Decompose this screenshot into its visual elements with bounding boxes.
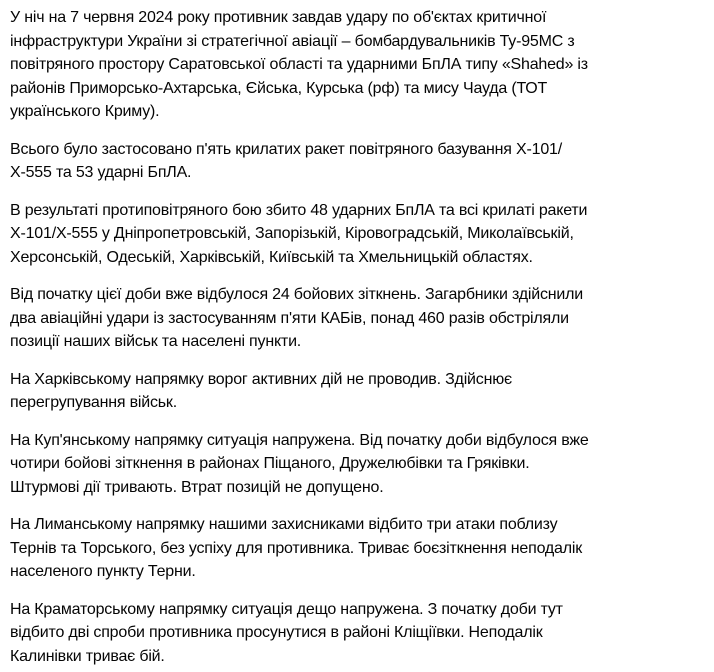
paragraph-line: чотири бойові зіткнення в районах Піщаного, Дружелюбівки та Гряківки. (10, 455, 530, 472)
paragraph-line: На Куп'янському напрямку ситуація напружена. Від початку доби відбулося вже (10, 431, 589, 449)
paragraph-line: Всього було застосовано п'ять крилатих ракет повітряного базування Х-101/ (10, 140, 562, 158)
paragraph (10, 138, 714, 185)
paragraph-line: населеного пункту Терни. (10, 563, 196, 580)
paragraph-line: інфраструктури України зі стратегічної авіації – бомбардувальників Ту-95МС з (10, 32, 575, 50)
paragraph-line: Тернів та Торського, без успіху для противника. Триває боєзіткнення неподалік (10, 539, 583, 557)
paragraph-line: перегрупування військ. (10, 394, 177, 411)
paragraph-line: Херсонській, Одеській, Харківській, Київській та Хмельницькій областях. (10, 248, 533, 266)
paragraph (10, 598, 714, 669)
paragraph-line: два авіаційні удари із застосуванням п'яти КАБів, понад 460 разів обстріляли (10, 309, 569, 327)
paragraph-line: Калинівки триває бій. (10, 647, 165, 665)
paragraph (10, 368, 714, 415)
paragraph-line: В результаті протиповітряного бою збито 48 ударних БпЛА та всі крилаті ракети (10, 201, 588, 219)
paragraph (10, 513, 714, 584)
paragraph-line: Штурмові дії тривають. Втрат позицій не допущено. (10, 478, 384, 496)
paragraph (10, 199, 714, 270)
paragraph-line: відбито дві спроби противника просунутися в районі Кліщіївки. Неподалік (10, 624, 543, 641)
paragraph-line: Х-101/Х-555 у Дніпропетровській, Запорізькій, Кіровоградській, Миколаївській, (10, 225, 574, 242)
paragraph-line: повітряного простору Саратовської області та ударними БпЛА типу «Shahed» із (10, 56, 588, 73)
paragraph-line: На Краматорському напрямку ситуація дещо напружена. З початку доби тут (10, 600, 563, 618)
paragraph-line: позиції наших військ та населені пункти. (10, 333, 302, 350)
paragraph (10, 283, 714, 354)
paragraph (10, 429, 714, 500)
paragraph-line: Х-555 та 53 ударні БпЛА. (10, 164, 192, 181)
paragraph-line: На Лиманському напрямку нашими захисниками відбито три атаки поблизу (10, 516, 558, 533)
paragraph-line: У ніч на 7 червня 2024 року противник завдав удару по об'єктах критичної (10, 9, 547, 26)
paragraph-line: Від початку цієї доби вже відбулося 24 бойових зіткнень. Загарбники здійснили (10, 286, 584, 303)
paragraph-line: районів Приморсько-Ахтарська, Єйська, Курська (рф) та мису Чауда (ТОТ (10, 79, 548, 97)
paragraph-line: На Харківському напрямку ворог активних дій не проводив. Здійснює (10, 370, 512, 388)
paragraph-line: українського Криму). (10, 103, 160, 120)
paragraph (10, 6, 714, 124)
